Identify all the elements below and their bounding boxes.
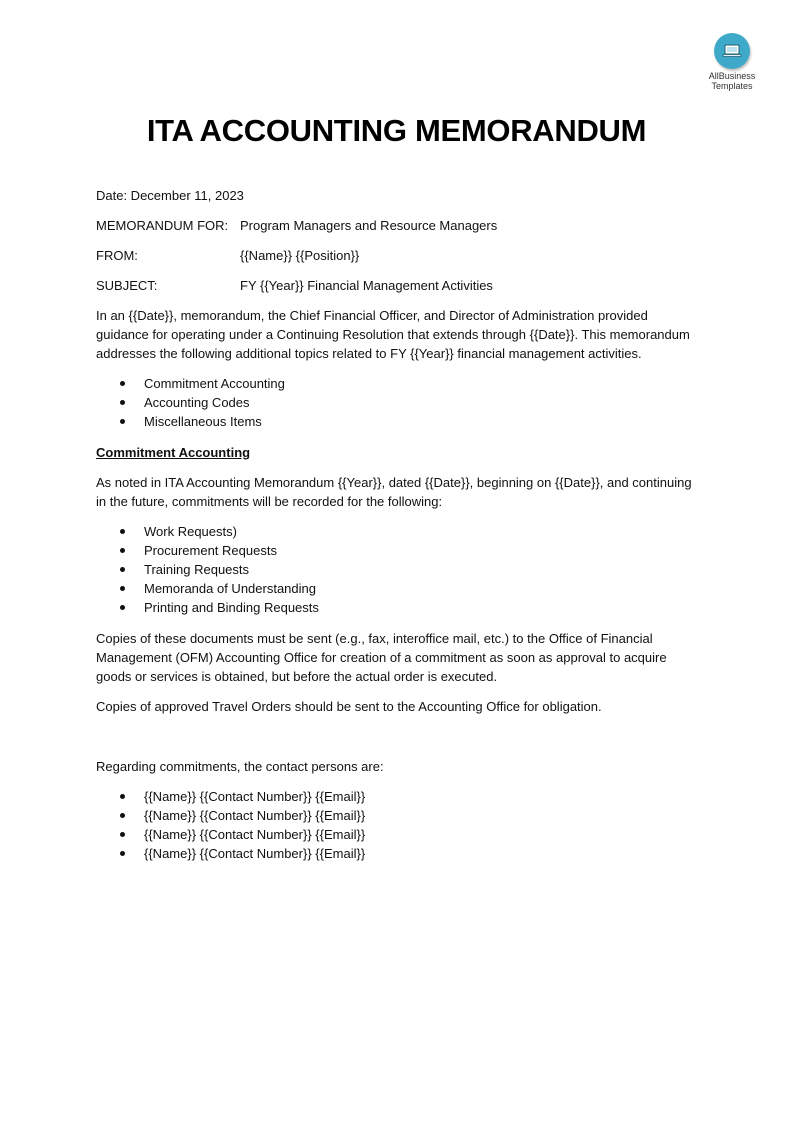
memo-date: Date: December 11, 2023 bbox=[96, 188, 244, 203]
list-item: {{Name}} {{Contact Number}} {{Email}} bbox=[144, 844, 696, 863]
contacts-intro: Regarding commitments, the contact persons are: bbox=[96, 758, 384, 774]
section-paragraph: As noted in ITA Accounting Memorandum {{Year}}, dated {{Date}}, beginning on {{Date}}, and continuing in the future, commitments will be recorded for the following: bbox=[96, 474, 692, 509]
field-label: SUBJECT: bbox=[96, 278, 158, 293]
list-item: Work Requests) bbox=[144, 522, 696, 541]
topics-list bbox=[96, 374, 696, 432]
field-label: FROM: bbox=[96, 248, 138, 263]
field-value: FY {{Year}} Financial Management Activities bbox=[240, 278, 493, 293]
commitment-items-list bbox=[96, 522, 696, 618]
field-subject bbox=[96, 276, 696, 295]
logo-line-1: AllBusiness bbox=[708, 71, 756, 81]
section-heading: Commitment Accounting bbox=[96, 444, 251, 460]
list-item: {{Name}} {{Contact Number}} {{Email}} bbox=[144, 806, 696, 825]
field-memorandum-for bbox=[96, 216, 696, 235]
document-title: ITA ACCOUNTING MEMORANDUM bbox=[146, 113, 647, 148]
copies-paragraph: Copies of these documents must be sent (e.g., fax, interoffice mail, etc.) to the Office of Financial Management (OFM) Accounting Office for creation of a commitment as soon as approval to acquire goods or services is obtained, but before the actual order is executed. bbox=[96, 630, 667, 684]
logo-line-2: Templates bbox=[711, 81, 753, 91]
field-value: {{Name}} {{Position}} bbox=[240, 248, 360, 263]
memo-body bbox=[96, 186, 696, 874]
allbusiness-templates-logo bbox=[700, 33, 764, 91]
laptop-icon bbox=[722, 43, 742, 59]
list-item: Commitment Accounting bbox=[144, 374, 696, 393]
field-from bbox=[96, 246, 696, 265]
travel-paragraph: Copies of approved Travel Orders should be sent to the Accounting Office for obligation. bbox=[96, 698, 602, 714]
list-item: Procurement Requests bbox=[144, 541, 696, 560]
field-value: Program Managers and Resource Managers bbox=[240, 218, 498, 233]
contacts-list bbox=[96, 787, 696, 864]
list-item: Miscellaneous Items bbox=[144, 412, 696, 431]
list-item: Training Requests bbox=[144, 560, 696, 579]
intro-paragraph: In an {{Date}}, memorandum, the Chief Financial Officer, and Director of Administration provided guidance for operating under a Continuing Resolution that extends through {{Date}}. This memorandum addresses the following additional topics related to FY {{Year}} financial management activities. bbox=[96, 308, 690, 361]
list-item: Accounting Codes bbox=[144, 393, 696, 412]
logo-text bbox=[700, 71, 764, 91]
list-item: Printing and Binding Requests bbox=[144, 598, 696, 617]
list-item: {{Name}} {{Contact Number}} {{Email}} bbox=[144, 825, 696, 844]
list-item: {{Name}} {{Contact Number}} {{Email}} bbox=[144, 787, 696, 806]
blank-line bbox=[96, 727, 696, 757]
field-label: MEMORANDUM FOR: bbox=[96, 218, 229, 233]
logo-badge bbox=[714, 33, 750, 69]
list-item: Memoranda of Understanding bbox=[144, 579, 696, 598]
